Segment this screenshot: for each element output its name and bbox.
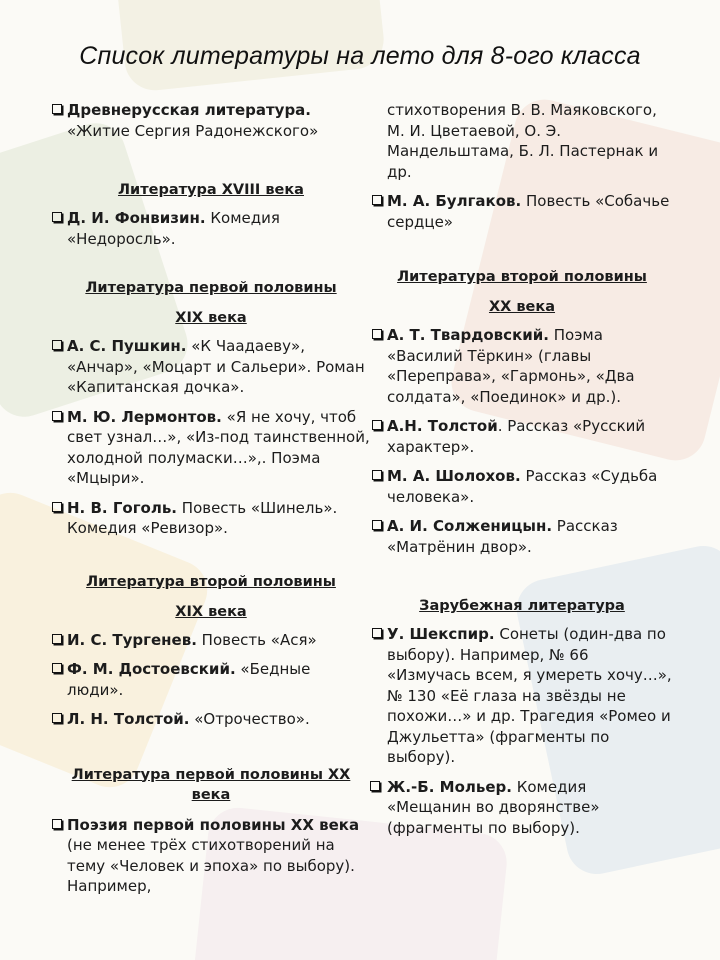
checkbox-bullet-icon [372,329,382,339]
work-text: Повесть «Шинель». Комедия «Ревизор». [67,498,338,537]
list-item [372,516,672,557]
checkbox-bullet-icon [52,634,62,644]
checkbox-bullet-icon [52,663,62,673]
author-name: Л. Н. Толстой. [67,710,190,728]
section-heading: XX века [488,299,556,315]
list-item [372,624,672,768]
section-heading: Литература второй половины [86,573,336,590]
list-item [372,191,672,232]
work-text: «Отрочество». [189,710,310,728]
work-text: Комедия «Мещанин во дворянстве» (фрагменты по выбору). [387,777,600,837]
checkbox-bullet-icon [52,713,62,723]
section-heading: Литература первой половины [85,280,337,296]
checkbox-bullet-icon [372,195,382,205]
author-name: У. Шекспир. [387,625,495,643]
work-text: Сонеты (один-два по выбору). Например, № 66 «Измучась всем, я умереть хочу…», № 130 «Её глаза на звёзды не похожи…» и др. Трагедия «Ромео и Джульетта» (фрагменты по выбору). [387,625,672,766]
work-text: Рассказ «Судьба человека». [387,467,658,506]
list-item [52,498,370,539]
section-heading: Литература второй половины [397,269,647,285]
author-name: М. А. Булгаков. [387,192,522,210]
section-heading: XIX века [175,603,247,620]
list-item [52,208,370,249]
work-text: Повесть «Собачье сердце» [387,192,670,231]
list-item [52,630,370,651]
checkbox-bullet-icon [372,470,382,480]
list-item [52,815,370,897]
author-name: М. Ю. Лермонтов. [67,407,222,426]
list-item-continuation [372,100,672,182]
checkbox-bullet-icon [372,628,382,638]
checkbox-bullet-icon [372,420,382,430]
list-item [372,777,672,839]
list-item [52,336,370,398]
checkbox-bullet-icon [372,520,382,530]
work-text: «Житие Сергия Радонежского» [67,121,319,140]
work-text: Комедия «Недоросль». [67,209,280,248]
work-text: «Я не хочу, чтоб свет узнал…», «Из-под таинственной, холодной полумаски…»,. Поэма «Мцыри». [67,407,370,487]
author-name: А.Н. Толстой [387,417,498,435]
work-text: стихотворения В. В. Маяковского, М. И. Цветаевой, О. Э. Мандельштама, Б. Л. Пастернак и др. [387,101,659,181]
section-heading: XIX века [175,310,247,326]
work-text: «Бедные люди». [67,660,311,699]
list-item [52,100,370,141]
left-column [52,100,370,906]
work-text: Рассказ «Матрёнин двор». [387,517,618,556]
author-name: Древнерусская литература. [67,101,312,119]
work-text: (не менее трёх стихотворений на тему «Человек и эпоха» по выбору). Например, [67,836,355,895]
work-text: Повесть «Ася» [196,630,317,649]
page-title: Список литературы на лето для 8-ого класса [79,42,641,70]
checkbox-bullet-icon [52,411,62,421]
work-text: Поэма «Василий Тёркин» (главы «Переправа», «Гармонь», «Два солдата», «Поединок» и др.). [387,326,635,406]
author-name: А. Т. Твардовский. [387,326,549,344]
list-item [372,325,672,407]
checkbox-bullet-icon [52,502,62,512]
author-name: И. С. Тургенев. [67,630,197,649]
section-heading: Литература XVIII века [118,182,304,198]
section-heading: Зарубежная литература [419,598,625,614]
section-heading: Литература первой половины XX века [71,766,351,803]
list-item [52,407,370,489]
right-column [372,100,672,847]
list-item [52,709,370,730]
author-name: Ж.-Б. Мольер. [387,777,512,796]
list-item [52,659,370,700]
work-text: . Рассказ «Русский характер». [387,417,646,456]
author-name: А. И. Солженицын. [387,517,553,535]
list-item [372,416,672,457]
checkbox-bullet-icon [370,781,380,791]
author-name: А. С. Пушкин. [67,337,187,355]
author-name: Ф. М. Достоевский. [67,660,236,678]
checkbox-bullet-icon [52,340,62,350]
checkbox-bullet-icon [52,212,62,222]
author-name: М. А. Шолохов. [387,467,521,485]
work-text: «К Чаадаеву», «Анчар», «Моцарт и Сальери». Роман «Капитанская дочка». [67,337,365,396]
list-item [372,466,672,507]
author-name: Н. В. Гоголь. [67,498,178,517]
author-name: Д. И. Фонвизин. [67,209,206,227]
checkbox-bullet-icon [52,819,62,829]
checkbox-bullet-icon [52,104,62,114]
author-name: Поэзия первой половины XX века [67,815,360,834]
